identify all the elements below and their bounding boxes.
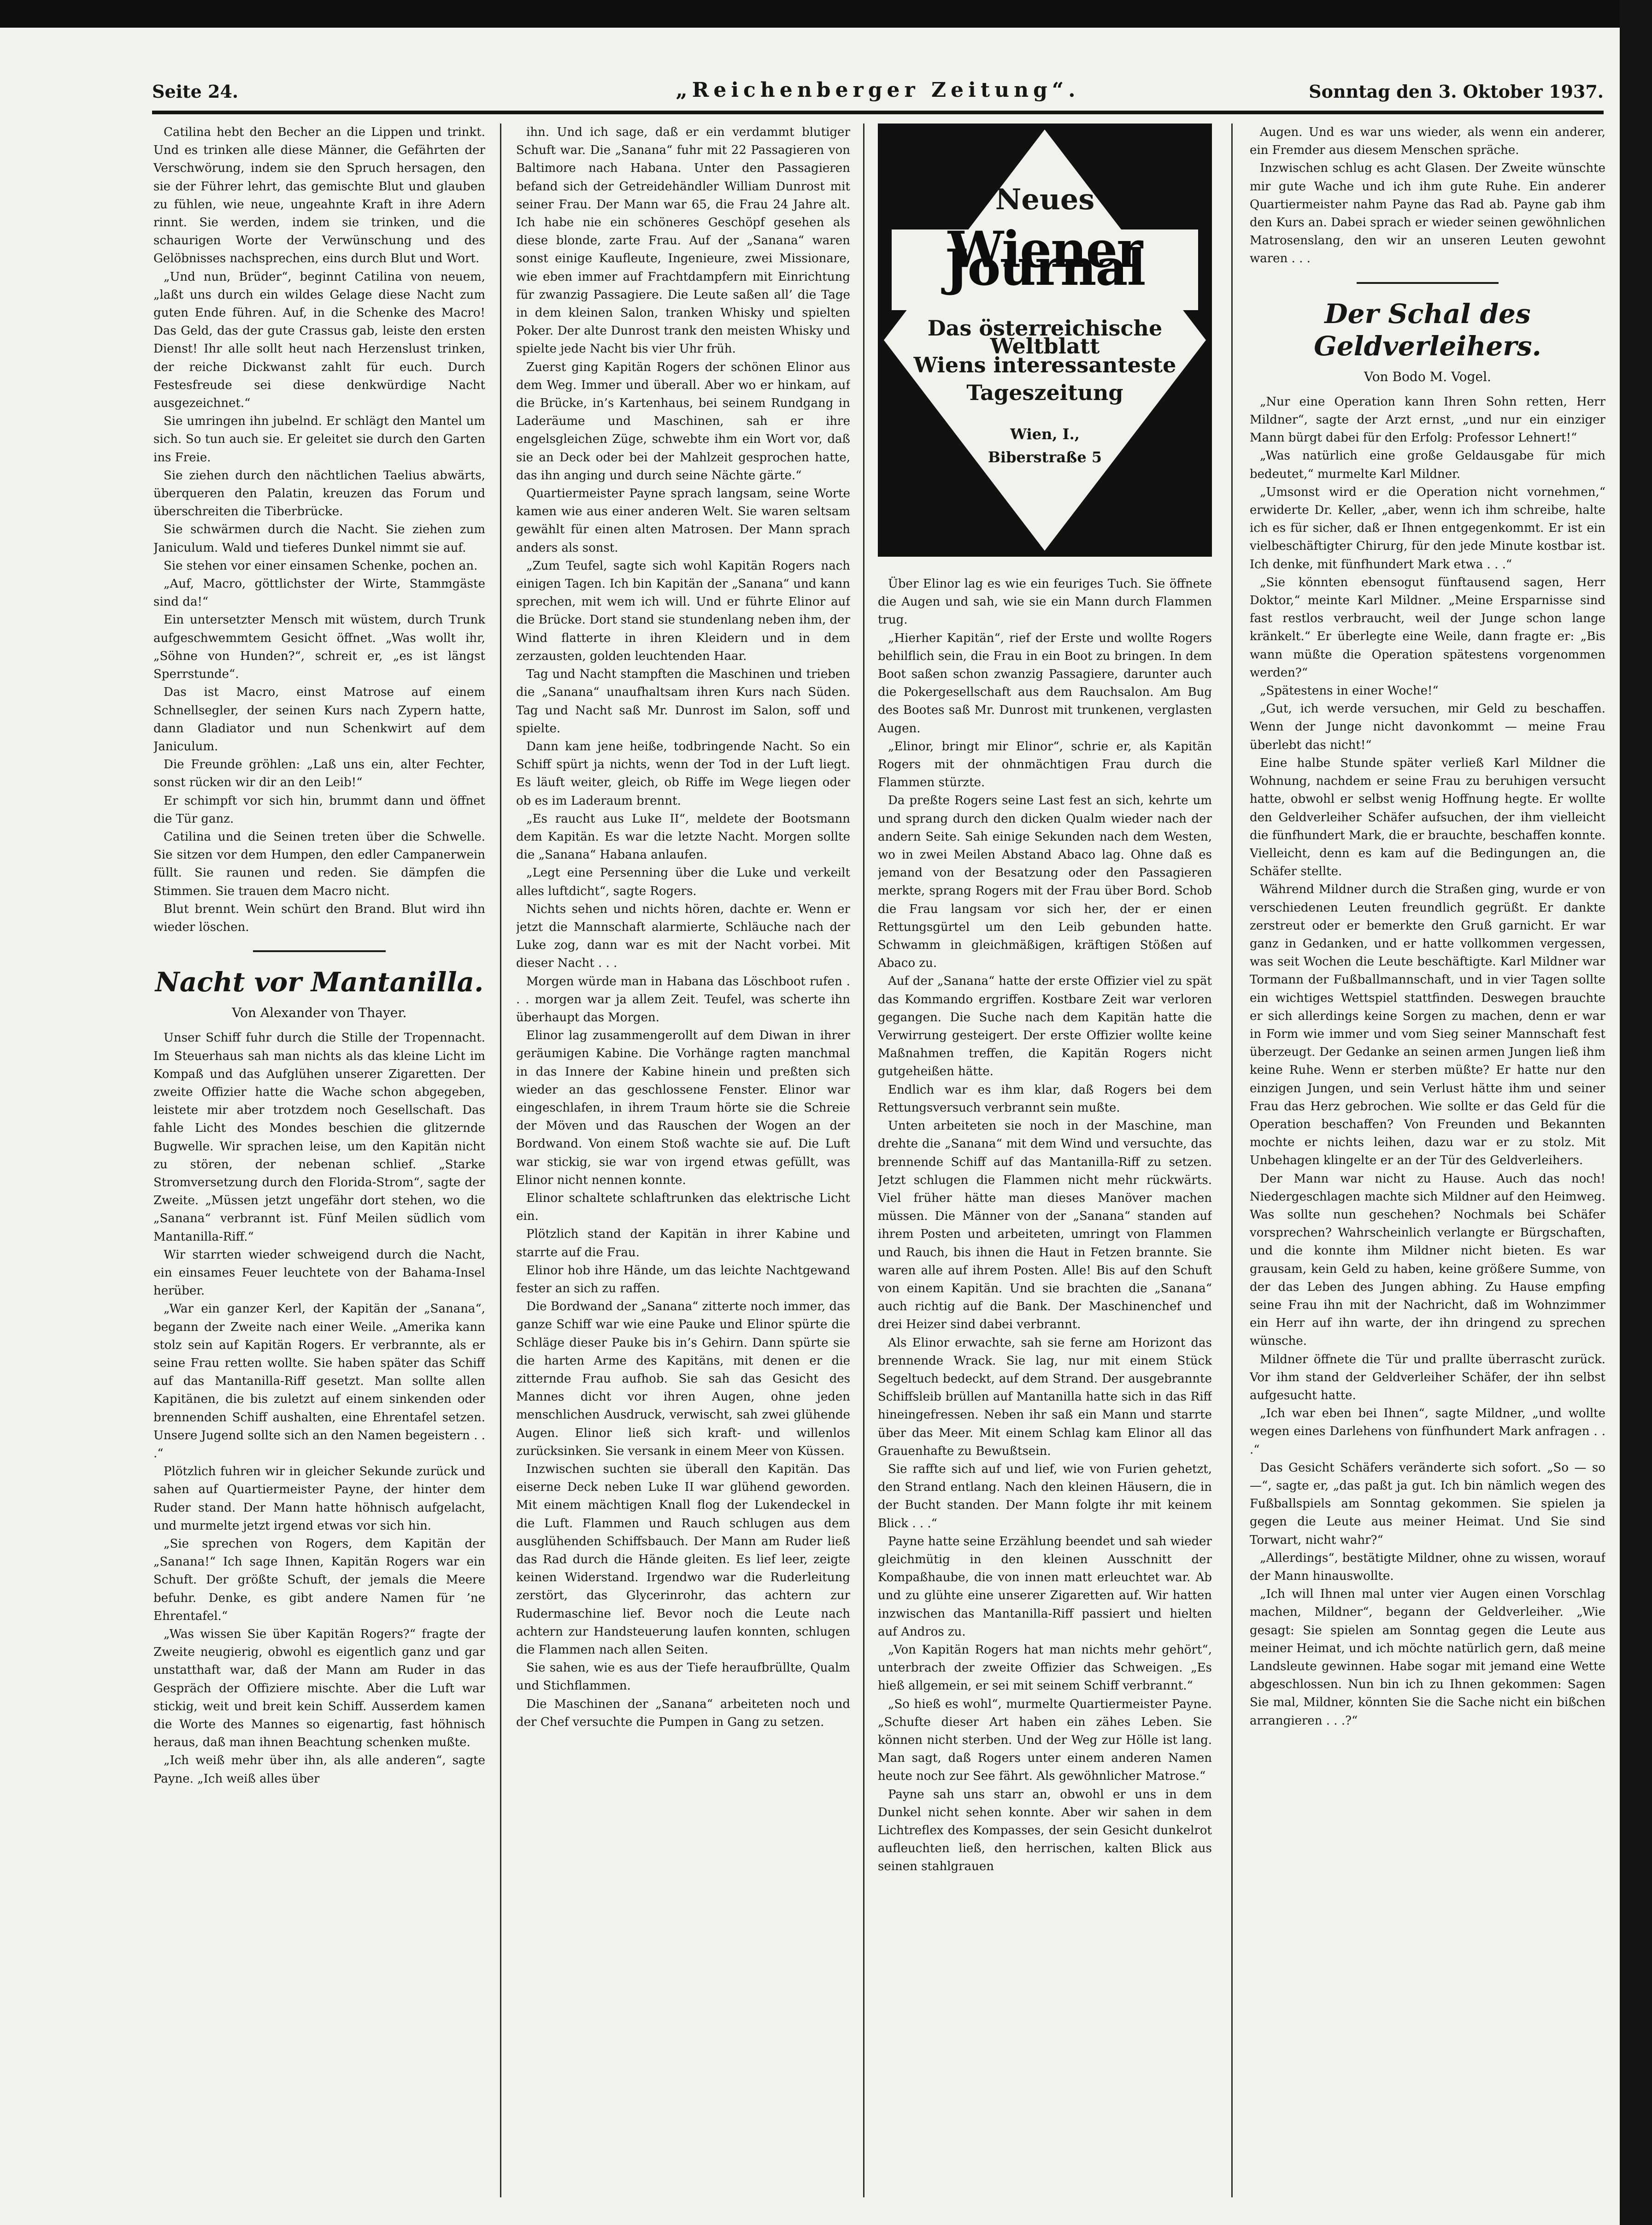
article-separator bbox=[1357, 282, 1499, 284]
paragraph: „Von Kapitän Rogers hat man nichts mehr gehört“, unterbrach der zweite Offizier das Schweigen. „Es hieß allgemein, er sei mit seinem Schiff verbrannt.“ bbox=[878, 1642, 1212, 1693]
paragraph: „Elinor, bringt mir Elinor“, schrie er, als Kapitän Rogers mit der ohnmächtigen Frau durch die Flammen stürzte. bbox=[878, 739, 1212, 790]
paragraph: Sie ziehen durch den nächtlichen Taelius abwärts, überqueren den Palatin, kreuzen das Forum und überschreiten die Tiberbrücke. bbox=[153, 468, 485, 519]
paragraph: „Nur eine Operation kann Ihren Sohn retten, Herr Mildner“, sagte der Arzt ernst, „und nur ein einziger Mann bürgt dabei für den Erfolg: Professor Lehnert!“ bbox=[1250, 394, 1605, 445]
paragraph: „Allerdings“, bestätigte Mildner, ohne zu wissen, worauf der Mann hinauswollte. bbox=[1250, 1551, 1605, 1583]
header-rule bbox=[152, 111, 1604, 114]
ad-line-tageszeitung: Tageszeitung bbox=[966, 380, 1123, 405]
paragraph: Da preßte Rogers seine Last fest an sich, kehrte um und sprang durch den dicken Qualm wieder nach der andern Seite. Sah einige Sekunden nach dem Westen, wo in zwei Meilen Abstand Abaco lag. Ohne daß es jemand von der Besatzung oder den Passagieren merkte, sprang Rogers mit der Frau über Bord. Schob die Frau langsam vor sich her, der er einen Rettungsgürtel um den Leib gebunden hatte. Schwamm in gleichmäßigen, kräftigen Stößen auf Abaco zu. bbox=[878, 794, 1212, 971]
paragraph: Plötzlich stand der Kapitän in ihrer Kabine und starrte auf die Frau. bbox=[516, 1227, 850, 1260]
column-1 bbox=[153, 124, 485, 2197]
paragraph: Elinor hob ihre Hände, um das leichte Nachtgewand fester an sich zu raffen. bbox=[516, 1263, 850, 1295]
paragraph: Catilina und die Seinen treten über die Schwelle. Sie sitzen vor dem Humpen, den edler Campanerwein füllt. Sie raunen und reden. Sie dämpfen die Stimmen. Sie trauen dem Macro nicht. bbox=[153, 830, 485, 898]
paragraph: „Und nun, Brüder“, beginnt Catilina von neuem, „laßt uns durch ein wildes Gelage diese Nacht zum guten Ende führen. Auf, in die Schenke des Macro! Das Geld, das der gute Crassus gab, leiste den ersten Dienst! Ihr alle sollt heut nach Herzenslust trinken, der reiche Dickwanst zahlt für euch. Durch Festesfreude sei diese denkwürdige Nacht ausgezeichnet.“ bbox=[153, 270, 485, 411]
paragraph: Das Gesicht Schäfers veränderte sich sofort. „So — so —“, sagte er, „das paßt ja gut. Ich bin nämlich wegen des Fußballspiels am Sonntag gekommen. Sie spielen ja gegen die Leute aus meiner Heimat. Und Sie sind Torwart, nicht wahr?“ bbox=[1250, 1460, 1605, 1547]
paragraph: Payne sah uns starr an, obwohl er uns in dem Dunkel nicht sehen konnte. Aber wir sahen in dem Lichtreflex des Kompasses, der sein Gesicht dunkelrot aufleuchten ließ, den herrischen, kalten Blick aus seinen stahlgrauen bbox=[878, 1787, 1212, 1874]
paragraph: Sie stehen vor einer einsamen Schenke, pochen an. bbox=[164, 559, 478, 573]
article-separator bbox=[253, 950, 386, 952]
column-3 bbox=[878, 124, 1212, 2197]
column-divider bbox=[500, 124, 501, 2197]
scan-edge-right bbox=[1620, 0, 1652, 2225]
paragraph: „Sie sprechen von Rogers, dem Kapitän der „Sanana!“ Ich sage Ihnen, Kapitän Rogers war ein Schuft. Der größte Schuft, der jemals die Meere befuhr. Denke, es gibt andere Namen für ’ne Ehrentafel.“ bbox=[153, 1537, 485, 1623]
story-title: Der Schal des Geldverleihers. bbox=[1314, 298, 1541, 362]
paragraph: „War ein ganzer Kerl, der Kapitän der „Sanana“, begann der Zweite nach einer Weile. „Amerika kann stolz sein auf Kapitän Rogers. Er verbrannte, als er seine Frau retten wollte. Sie haben später das Schiff auf das Mantanilla-Riff gesetzt. Man sollte allen Kapitänen, die bis zuletzt auf einem sinkenden oder brennenden Schiff aushalten, eine Ehrentafel setzen. Unsere Jugend sollte sich an den Namen begeistern . . .“ bbox=[153, 1302, 485, 1461]
paragraph: Blut brennt. Wein schürt den Brand. Blut wird ihn wieder löschen. bbox=[153, 902, 485, 934]
ad-line-wiener-journal: Wiener Journal bbox=[945, 221, 1145, 297]
ad-line-address-street: Biberstraße 5 bbox=[988, 448, 1102, 466]
paragraph: Inzwischen suchten sie überall den Kapitän. Das eiserne Deck neben Luke II war glühend geworden. Mit einem mächtigen Knall flog der Lukendeckel in die Luft. Flammen und Rauch schlugen aus dem ausglühenden Schiffsbauch. Der Mann am Ruder ließ das Rad durch die Hände gleiten. Es lief leer, zeigte keinen Widerstand. Irgendwo war die Ruderleitung zerstört, das Glycerinrohr, das achtern zur Rudermaschine lief. Bevor noch die Leute nach achtern zur Handsteuerung laufen konnten, schlugen die Flammen nach allen Seiten. bbox=[516, 1462, 850, 1657]
paragraph: „Legt eine Persenning über die Luke und verkeilt alles luftdicht“, sagte Rogers. bbox=[516, 866, 850, 898]
paragraph: Der Mann war nicht zu Hause. Auch das noch! Niedergeschlagen machte sich Mildner auf den Heimweg. Was sollte nun geschehen? Nochmals bei Schäfer vorsprechen? Wahrscheinlich verlangte er Bürgschaften, und die konnte ihm Mildner nicht bieten. Es war grausam, kein Geld zu haben, keine größere Summe, von der das Leben des Jungen abhing. Zu Hause empfing seine Frau ihn mit der Nachricht, daß im Wohnzimmer ein Herr auf ihn warte, der ihn dringend zu sprechen wünsche. bbox=[1250, 1171, 1605, 1348]
paragraph: Über Elinor lag es wie ein feuriges Tuch. Sie öffnete die Augen und sah, wie sie ein Mann durch Flammen trug. bbox=[878, 577, 1212, 627]
paragraph: Die Bordwand der „Sanana“ zitterte noch immer, das ganze Schiff war wie eine Pauke und Elinor spürte die Schläge dieser Pauke bis in’s Gehirn. Dann spürte sie die harten Arme des Kapitäns, mit denen er die zitternde Frau aufhob. Sie sah das Gesicht des Mannes dicht vor ihren Augen, ohne jeden menschlichen Ausdruck, verwischt, sah zwei glühende Augen. Elinor ließ sich kraft- und willenlos zurücksinken. Sie versank in einem Meer von Küssen. bbox=[516, 1300, 850, 1458]
paragraph: Unser Schiff fuhr durch die Stille der Tropennacht. Im Steuerhaus sah man nichts als das kleine Licht im Kompaß und das Aufglühen unserer Zigaretten. Der zweite Offizier hatte die Wache schon abgegeben, leistete mir aber trotzdem noch Gesellschaft. Das fahle Licht des Mondes beschien die glitzernde Bugwelle. Wir sprachen leise, um den Kapitän nicht zu stören, der nebenan schlief. „Starke Stromversetzung durch den Florida-Strom“, sagte der Zweite. „Müssen jetzt ungefähr dort stehen, wo die „Sanana“ verbrannt ist. Fünf Meilen südlich vom Mantanilla-Riff.“ bbox=[153, 1031, 485, 1244]
paragraph: Augen. Und es war uns wieder, als wenn ein anderer, ein Fremder aus diesem Menschen spräche. bbox=[1250, 125, 1605, 158]
catilina-story-end bbox=[153, 124, 485, 936]
paragraph: Als Elinor erwachte, sah sie ferne am Horizont das brennende Wrack. Sie lag, nur mit einem Stück Segeltuch bedeckt, auf dem Strand. Der ausgebrannte Schiffsleib brüllen auf Mantanilla hatte sich in das Riff hineingefressen. Neben ihr saß ein Mann und starrte über das Meer. Mit einem Schlag kam Elinor all das Grauenhafte zu Bewußtsein. bbox=[878, 1336, 1212, 1458]
advertisement-neues-wiener-journal bbox=[878, 124, 1212, 557]
column-4 bbox=[1250, 124, 1605, 2197]
paragraph: „Hierher Kapitän“, rief der Erste und wollte Rogers behilflich sein, die Frau in ein Boot zu bringen. In dem Boot saßen schon zwanzig Passagiere, darunter auch die Pokergesellschaft aus dem Rauchsalon. Am Bug des Bootes saß Mr. Dunrost mit trunkenen, verglasten Augen. bbox=[878, 631, 1212, 736]
paragraph: Endlich war es ihm klar, daß Rogers bei dem Rettungsversuch verbrannt sein mußte. bbox=[878, 1083, 1212, 1115]
paragraph: „Gut, ich werde versuchen, mir Geld zu beschaffen. Wenn der Junge nicht davonkommt — meine Frau überlebt das nicht!“ bbox=[1250, 702, 1605, 752]
paragraph: „Was natürlich eine große Geldausgabe für mich bedeutet,“ murmelte Karl Mildner. bbox=[1250, 449, 1605, 481]
paragraph: Wir starrten wieder schweigend durch die Nacht, ein einsames Feuer leuchtete von der Bahama-Insel herüber. bbox=[153, 1248, 485, 1298]
story-byline: Von Bodo M. Vogel. bbox=[1364, 369, 1491, 384]
paragraph: Quartiermeister Payne sprach langsam, seine Worte kamen wie aus einer anderen Welt. Sie waren seltsam gewählt für einen alten Matrosen. Der Mann sprach anders als sonst. bbox=[516, 487, 850, 555]
paragraph: Mildner öffnete die Tür und prallte überrascht zurück. Vor ihm stand der Geldverleiher Schäfer, der ihn selbst aufgesucht hatte. bbox=[1250, 1352, 1605, 1402]
newspaper-title: „Reichenberger Zeitung“. bbox=[676, 78, 1080, 102]
paragraph: „Sie könnten ebensogut fünftausend sagen, Herr Doktor,“ meinte Karl Mildner. „Meine Ersparnisse sind fast restlos verbraucht, weil der Junge schon lange kränkelt.“ Er überlegte eine Weile, dann fragte er: „Bis wann müßte die Operation spätestens vorgenommen werden?“ bbox=[1250, 575, 1605, 680]
paragraph: Elinor schaltete schlaftrunken das elektrische Licht ein. bbox=[516, 1191, 850, 1224]
paragraph: Die Maschinen der „Sanana“ arbeiteten noch und der Chef versuchte die Pumpen in Gang zu setzen. bbox=[516, 1697, 850, 1729]
paragraph: Das ist Macro, einst Matrose auf einem Schnellsegler, der seinen Kurs nach Zypern hatte, dann Gladiator und nun Schenkwirt auf dem Janiculum. bbox=[153, 685, 485, 753]
issue-date: Sonntag den 3. Oktober 1937. bbox=[1309, 81, 1604, 102]
paragraph: „Ich war eben bei Ihnen“, sagte Mildner, „und wollte wegen eines Darlehens von fünfhundert Mark anfragen . . .“ bbox=[1250, 1407, 1605, 1457]
paragraph: „Spätestens in einer Woche!“ bbox=[1260, 684, 1439, 698]
paragraph: Während Mildner durch die Straßen ging, wurde er von verschiedenen Leuten freundlich gegrüßt. Er dankte zerstreut oder er bemerkte den Gruß garnicht. Er war ganz in Gedanken, und er hatte vollkommen vergessen, was seit Wochen die Leute beschäftigte. Karl Mildner war Tormann der Fußballmannschaft, und in vier Tagen sollte ein wichtiges Wettspiel stattfinden. Deswegen brauchte er sich allerdings keine Sorgen zu machen, denn er war in Form wie immer und vom Sieg seiner Mannschaft fest überzeugt. Der Gedanke an seinen armen Jungen ließ ihm keine Ruhe. Wenn er sterben müßte? Er hatte nur den einzigen Jungen, und sein Verlust hätte ihm und seiner Frau das Herz gebrochen. Wie sollte er das Geld für die Operation beschaffen? Von Freunden und Bekannten mochte er nichts leihen, dazu war er zu stolz. Mit Unbehagen klingelte er an der Tür des Geldverleihers. bbox=[1250, 883, 1605, 1168]
column-divider bbox=[863, 124, 864, 2197]
column-2 bbox=[516, 124, 850, 2197]
story-body bbox=[1250, 393, 1605, 1730]
paragraph: „So hieß es wohl“, murmelte Quartiermeister Payne. „Schufte dieser Art haben ein zähes Leben. Sie können nicht sterben. Und der Weg zur Hölle ist lang. Man sagt, daß Rogers unter einem anderen Namen heute noch zur See fährt. Als gewöhnlicher Matrose.“ bbox=[878, 1697, 1212, 1784]
paragraph: Sie schwärmen durch die Nacht. Sie ziehen zum Janiculum. Wald und tieferes Dunkel nimmt sie auf. bbox=[153, 523, 485, 555]
paragraph: Sie umringen ihn jubelnd. Er schlägt den Mantel um sich. So tun auch sie. Er geleitet sie durch den Garten ins Freie. bbox=[153, 414, 485, 465]
ad-line-address-city: Wien, I., bbox=[1010, 425, 1080, 443]
paragraph: „Es raucht aus Luke II“, meldete der Bootsmann dem Kapitän. Es war die letzte Nacht. Morgen sollte die „Sanana“ Habana anlaufen. bbox=[516, 812, 850, 862]
paragraph: Inzwischen schlug es acht Glasen. Der Zweite wünschte mir gute Wache und ich ihm gute Ruhe. Ein anderer Quartiermeister nahm Payne das Rad ab. Payne gab ihm den Kurs an. Dabei sprach er wieder seinen gewöhnlichen Matrosenslang, den wir an unseren Leuten gewohnt waren . . . bbox=[1250, 161, 1605, 266]
paragraph: Zuerst ging Kapitän Rogers der schönen Elinor aus dem Weg. Immer und überall. Aber wo er hinkam, auf die Brücke, in’s Kartenhaus, bei seinem Rundgang in Laderäume und Maschinen, sah er ihre engelsgleichen Züge, schwebte ihm ein Wort vor, daß sie an Deck oder bei der Mahlzeit gesprochen hatte, das ihn anging und durch seine Nächte gärte.“ bbox=[516, 360, 850, 483]
paragraph: Tag und Nacht stampften die Maschinen und trieben die „Sanana“ unaufhaltsam ihren Kurs nach Süden. Tag und Nacht saß Mr. Dunrost im Salon, soff und spielte. bbox=[516, 667, 850, 736]
paragraph: Nichts sehen und nichts hören, dachte er. Wenn er jetzt die Mannschaft alarmierte, Schläuche nach der Luke zog, dann war es mit der Nacht vorbei. Mit dieser Nacht . . . bbox=[516, 902, 850, 971]
paragraph: Dann kam jene heiße, todbringende Nacht. So ein Schiff spürt ja nichts, wenn der Tod in der Luft liegt. Es läuft weiter, gleich, ob Riffe im Wege liegen oder ob es im Laderaum brennt. bbox=[516, 739, 850, 808]
paragraph: Sie raffte sich auf und lief, wie von Furien gehetzt, den Strand entlang. Nach den kleinen Häusern, die in der Bucht standen. Der Mann folgte ihr mit keinem Blick . . .“ bbox=[878, 1462, 1212, 1530]
paragraph: Unten arbeiteten sie noch in der Maschine, man drehte die „Sanana“ mit dem Wind und versuchte, das brennende Schiff auf das Mantanilla-Riff zu setzen. Jetzt schlugen die Flammen nicht mehr rückwärts. Viel früher hätte man dieses Manöver machen müssen. Die Männer von der „Sanana“ standen auf ihrem Posten und arbeiteten, umringt von Flammen und Rauch, bis ihnen die Haut in Fetzen brannte. Sie waren alle auf ihrem Posten. Alle! Bis auf den Schuft von einem Kapitän. Und sie brachten die „Sanana“ auch richtig auf die Bank. Der Maschinenchef und drei Heizer sind dabei verbrannt. bbox=[878, 1119, 1212, 1332]
paragraph: Payne hatte seine Erzählung beendet und sah wieder gleichmütig in den kleinen Ausschnitt der Kompaßhaube, die von innen matt erleuchtet war. Ab und zu glühte eine unserer Zigaretten auf. Wir hatten inzwischen das Mantanilla-Riff passiert und hielten auf Andros zu. bbox=[878, 1534, 1212, 1639]
paragraph: „Was wissen Sie über Kapitän Rogers?“ fragte der Zweite neugierig, obwohl es eigentlich ganz und gar unstatthaft war, daß der Mann am Ruder in das Gespräch der Offiziere mischte. Aber die Luft war stickig, weit und breit kein Schiff. Ausserdem kamen die Worte des Mannes so eigenartig, fast höhnisch heraus, daß man ihnen Beachtung schenken mußte. bbox=[153, 1627, 485, 1750]
story-title: Nacht vor Mantanilla. bbox=[155, 966, 484, 998]
paragraph: ihn. Und ich sage, daß er ein verdammt blutiger Schuft war. Die „Sanana“ fuhr mit 22 Passagieren von Baltimore nach Habana. Unter den Passagieren befand sich der Getreidehändler William Dunrost mit seiner Frau. Der Mann war 65, die Frau 24 Jahre alt. Ich habe nie ein schöneres Geschöpf gesehen als diese blonde, zarte Frau. Auf der „Sanana“ waren sonst einige Kaufleute, Ingenieure, zwei Missionare, wie eben immer auf Frachtdampfern mit Einrichtung für zwanzig Passagiere. Die Leute saßen all’ die Tage in dem kleinen Salon, tranken Whisky und spielten Poker. Der alte Dunrost trank den meisten Whisky und spielte jede Nacht bis vier Uhr früh. bbox=[516, 125, 850, 356]
paragraph: Eine halbe Stunde später verließ Karl Mildner die Wohnung, nachdem er seine Frau zu beruhigen versucht hatte, obwohl er selbst wenig Hoffnung hegte. Er wollte den Geldverleiher Schäfer aufsuchen, der ihm vielleicht die fünfhundert Mark, die er brauchte, beschaffen konnte. Vielleicht, denn es kam auf die Bedingungen an, die Schäfer stellte. bbox=[1250, 756, 1605, 879]
paragraph: Catilina hebt den Becher an die Lippen und trinkt. Und es trinken alle diese Männer, die Gefährten der Verschwörung, indem sie den Spruch hersagen, den sie der Führer lehrt, das gemischte Blut und glauben zu fühlen, wie neue, ungeahnte Kraft in ihre Adern rinnt. Sie werden, indem sie trinken, und die schaurigen Worte der Verwünschung und des Gelöbnisses nachsprechen, eins durch Blut und Wort. bbox=[153, 125, 485, 266]
page-number: Seite 24. bbox=[152, 81, 239, 102]
scan-edge-top bbox=[0, 0, 1652, 28]
paragraph: Er schimpft vor sich hin, brummt dann und öffnet die Tür ganz. bbox=[153, 794, 485, 826]
story-body bbox=[153, 1029, 485, 1788]
paragraph: „Zum Teufel, sagte sich wohl Kapitän Rogers nach einigen Tagen. Ich bin Kapitän der „Sanana“ und kann sprechen, mit wem ich will. Und er führte Elinor auf die Brücke. Dort stand sie stundenlang neben ihm, der Wind flatterte in ihren Kleidern und in dem zerzausten, golden leuchtenden Haar. bbox=[516, 559, 850, 663]
paragraph: Plötzlich fuhren wir in gleicher Sekunde zurück und sahen auf Quartiermeister Payne, der hinter dem Ruder stand. Der Mann hatte höhnisch aufgelacht, und murmelte jetzt irgend etwas vor sich hin. bbox=[153, 1465, 485, 1533]
paragraph: Die Freunde gröhlen: „Laß uns ein, alter Fechter, sonst rücken wir dir an den Leib!“ bbox=[153, 758, 485, 790]
ad-line-neues: Neues bbox=[995, 182, 1095, 216]
paragraph: Morgen würde man in Habana das Löschboot rufen . . . morgen war ja allem Zeit. Teufel, was scherte ihn überhaupt das Morgen. bbox=[516, 974, 850, 1024]
page-header bbox=[152, 78, 1604, 106]
paragraph: Sie sahen, wie es aus der Tiefe heraufbrüllte, Qualm und Stichflammen. bbox=[516, 1661, 850, 1693]
column-divider bbox=[1231, 124, 1233, 2197]
paragraph: „Ich weiß mehr über ihn, als alle anderen“, sagte Payne. „Ich weiß alles über bbox=[153, 1754, 485, 1786]
paragraph: Elinor lag zusammengerollt auf dem Diwan in ihrer geräumigen Kabine. Die Vorhänge ragten manchmal in das Innere der Kabine hinein und preßten sich wieder an das geschlossene Fenster. Elinor war eingeschlafen, in ihrem Traum hörte sie die Schreie der Möven und das Rauschen der Wogen an der Bordwand. Von einem Stoß wachte sie auf. Die Luft war stickig, sie war von irgend etwas gefüllt, was Elinor nicht nennen konnte. bbox=[516, 1029, 850, 1187]
story-byline: Von Alexander von Thayer. bbox=[232, 1005, 407, 1021]
paragraph: Ein untersetzter Mensch mit wüstem, durch Trunk aufgeschwemmtem Gesicht öffnet. „Was wollt ihr, „Söhne von Hunden?“, schreit er, „es ist längst Sperrstunde“. bbox=[153, 613, 485, 682]
paragraph: „Auf, Macro, göttlichster der Wirte, Stammgäste sind da!“ bbox=[153, 577, 485, 609]
ad-line-interessanteste: Wiens interessanteste bbox=[913, 353, 1176, 377]
paragraph: Auf der „Sanana“ hatte der erste Offizier viel zu spät das Kommando ergriffen. Kostbare Zeit war verloren gegangen. Die Suche nach dem Kapitän hatte die Verwirrung gesteigert. Der erste Offizier wollte keine Maßnahmen treffen, die Kapitän Rogers nicht gutgeheißen hätte. bbox=[878, 974, 1212, 1079]
paragraph: „Umsonst wird er die Operation nicht vornehmen,“ erwiderte Dr. Keller, „aber, wenn ich ihm schreibe, halte ich es für sicher, daß er Ihnen entgegenkommt. Er ist ein vielbeschäftigter Chirurg, für den jede Minute kostbar ist. Ich denke, mit fünfhundert Mark etwa . . .“ bbox=[1250, 485, 1605, 571]
ad-line-weltblatt: Das österreichische Weltblatt bbox=[927, 316, 1163, 359]
paragraph: „Ich will Ihnen mal unter vier Augen einen Vorschlag machen, Mildner“, begann der Geldverleiher. „Wie gesagt: Sie spielen am Sonntag gegen die Leute aus meiner Heimat, und ich möchte natürlich gern, daß meine Landsleute gewinnen. Habe sogar mit jemand eine Wette abgeschlossen. Nun bin ich zu Ihnen gekommen: Sagen Sie mal, Mildner, könnten Sie die Sache nicht ein bißchen arrangieren . . .?“ bbox=[1250, 1587, 1605, 1728]
